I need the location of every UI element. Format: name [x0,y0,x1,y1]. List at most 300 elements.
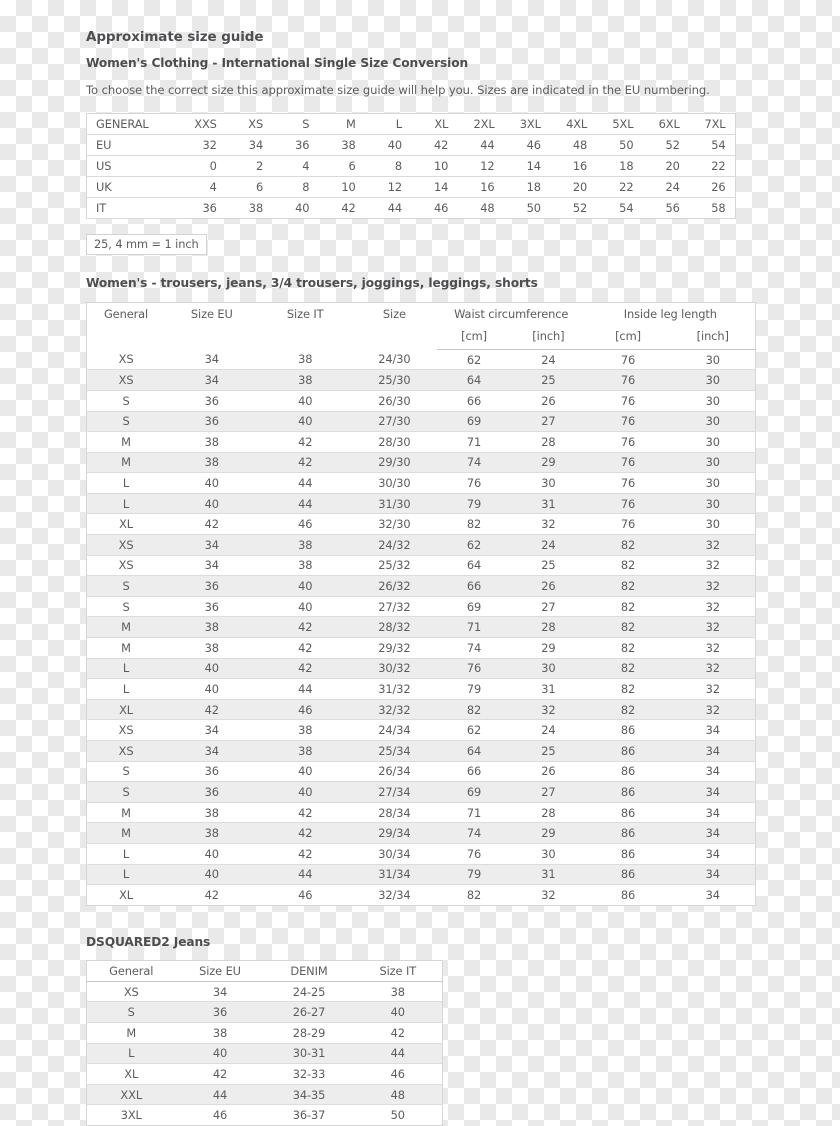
cell-waist-cm: 69 [437,411,511,432]
cell: 14 [504,155,550,176]
cell-waist-inch: 29 [511,452,585,473]
international-conversion-table [86,113,736,219]
cell-waist-inch: 24 [511,349,585,370]
cell-general: XL [87,514,166,535]
cell-size-it: 40 [259,576,352,597]
cell-general: S [87,782,166,803]
cell-size-eu: 38 [165,823,258,844]
cell-size-it: 42 [259,843,352,864]
cell-general: M [87,432,166,453]
cell-leg-cm: 86 [586,720,671,741]
cell-size: 24/30 [352,349,437,370]
cell-leg-cm: 76 [586,370,671,391]
conversion-col-m: M [318,113,364,134]
cell-leg-cm: 86 [586,782,671,803]
cell: 54 [689,134,735,155]
cell-size-it: 38 [259,741,352,762]
cell-size: 25/30 [352,370,437,391]
cell-waist-cm: 82 [437,699,511,720]
cell-leg-cm: 86 [586,761,671,782]
cell-size: 31/32 [352,679,437,700]
cell-general: S [87,576,166,597]
cell-size-it: 48 [354,1084,443,1105]
dsquared-col-size-it: Size IT [354,961,443,982]
table-row [87,535,756,556]
cell-leg-inch: 30 [670,432,755,453]
cell: 16 [457,176,503,197]
cell: 32 [180,134,226,155]
intro-paragraph: To choose the correct size this approximate size guide will help you. Sizes are indicated in the EU numbering. [86,83,710,98]
cell-size: 31/30 [352,493,437,514]
cell: 10 [318,176,364,197]
cell-leg-inch: 30 [670,349,755,370]
cell-leg-inch: 34 [670,741,755,762]
cell-waist-inch: 30 [511,843,585,864]
cell-size-eu: 34 [165,720,258,741]
cell-size-it: 40 [259,761,352,782]
cell-size-eu: 36 [165,596,258,617]
cell-leg-cm: 76 [586,514,671,535]
cell-waist-inch: 30 [511,473,585,494]
cell-size-it: 46 [259,699,352,720]
cell-denim: 36-37 [292,1108,326,1123]
cell: 18 [596,155,642,176]
col-general: General [103,306,149,321]
conversion-table-body [87,134,736,218]
cell: 48 [550,134,596,155]
cell-waist-inch: 30 [511,658,585,679]
cell-size-eu: 40 [165,473,258,494]
cell-waist-cm: 69 [437,782,511,803]
table-row [87,617,756,638]
cell: 8 [272,176,318,197]
cell-general: L [87,493,166,514]
cell-size: 27/30 [352,411,437,432]
trousers-table-head [87,302,756,349]
cell-leg-cm: 86 [620,887,636,902]
table-row [87,473,756,494]
table-row [87,802,756,823]
cell-size-it: 38 [259,555,352,576]
cell: 18 [504,176,550,197]
col-waist-circumference: Waist circumference [454,306,569,321]
table-row [87,823,756,844]
cell-general: M [87,1022,176,1043]
cell-size-eu: 36 [176,1002,265,1023]
cell-waist-inch: 29 [511,823,585,844]
cell-size-it: 44 [259,493,352,514]
cell-size-it: 44 [259,473,352,494]
cell-general: M [87,452,166,473]
cell: 14 [411,176,457,197]
table-row [87,370,756,391]
cell-size-it: 46 [354,1064,443,1085]
cell-waist-inch: 25 [511,555,585,576]
dsquared-table-head [87,961,443,982]
cell: 54 [619,200,634,215]
cell-leg-inch: 30 [670,493,755,514]
cell-size-it: 46 [298,887,313,902]
cell-size-it: 38 [259,535,352,556]
cell-size: 29/30 [352,452,437,473]
cell-size-it: 38 [259,720,352,741]
cell-size-eu: 42 [165,514,258,535]
cell-size-it: 42 [259,617,352,638]
conversion-col-xs: XS [226,113,272,134]
cell-leg-cm: 82 [586,617,671,638]
cell-size: 29/32 [352,638,437,659]
cell-general: XS [87,349,166,370]
dsquared-header-row [87,961,443,982]
cell-waist-cm: 79 [437,864,511,885]
cell-waist-cm: 74 [437,452,511,473]
table-row [87,176,736,197]
cell-size: 31/34 [352,864,437,885]
cell-waist-inch: 24 [511,535,585,556]
cell-leg-inch: 32 [670,535,755,556]
row-label-us: US [87,155,180,176]
cell: 50 [526,200,541,215]
table-row [87,864,756,885]
cell-general: L [87,843,166,864]
cell-leg-cm: 76 [586,452,671,473]
cell-general: XS [87,720,166,741]
cell-waist-inch: 31 [511,493,585,514]
cell-size: 27/32 [352,596,437,617]
cell-denim: 24-25 [265,981,354,1002]
cell-size-eu: 34 [165,555,258,576]
cell-leg-inch: 32 [670,617,755,638]
cell-leg-cm: 76 [586,473,671,494]
row-label-it: IT [87,197,180,218]
cell-size-it: 40 [354,1002,443,1023]
table-row [87,885,756,906]
cell-leg-cm: 82 [586,679,671,700]
cell-leg-cm: 82 [586,658,671,679]
cell-waist-inch: 31 [511,864,585,885]
cell: 38 [318,134,364,155]
cell-leg-cm: 86 [586,843,671,864]
cell-size-eu: 42 [204,887,219,902]
trousers-section-title: Women's - trousers, jeans, 3/4 trousers, joggings, leggings, shorts [86,276,538,291]
cell-size-eu: 40 [165,658,258,679]
cell-waist-cm: 74 [437,638,511,659]
cell: 44 [457,134,503,155]
cell-size-eu: 40 [165,679,258,700]
cell-waist-inch: 27 [511,596,585,617]
cell-size-eu: 40 [165,843,258,864]
cell-waist-inch: 28 [511,432,585,453]
cell-leg-cm: 86 [586,741,671,762]
cell-leg-inch: 34 [705,887,720,902]
cell: 16 [550,155,596,176]
cell-waist-inch: 26 [511,576,585,597]
cell-waist-cm: 76 [437,658,511,679]
cell-size-eu: 34 [165,349,258,370]
cell-leg-inch: 30 [670,370,755,391]
cell-size: 30/30 [352,473,437,494]
cell-size-it: 38 [259,370,352,391]
cell-waist-cm: 74 [437,823,511,844]
cell-size: 26/30 [352,390,437,411]
cell-leg-cm: 86 [586,864,671,885]
table-row [87,411,756,432]
cell-size: 25/32 [352,555,437,576]
cell: 4 [272,155,318,176]
cell-waist-cm: 69 [437,596,511,617]
cell-size-it: 40 [259,390,352,411]
cell: 52 [572,200,588,215]
trousers-size-table [86,302,756,906]
table-row [87,1084,443,1105]
cell-leg-cm: 86 [586,823,671,844]
cell-waist-inch: 25 [511,741,585,762]
cell: 38 [248,200,264,215]
col-leg-inch: [inch] [670,329,755,350]
cell-size-eu: 40 [165,493,258,514]
cell-size: 26/32 [352,576,437,597]
cell-leg-inch: 32 [670,576,755,597]
table-row [87,1022,443,1043]
cell-size-eu: 38 [165,432,258,453]
conversion-col-4xl: 4XL [550,113,596,134]
cell-waist-cm: 62 [437,349,511,370]
cell-size-it: 42 [259,802,352,823]
cell-waist-inch: 29 [511,638,585,659]
cell-size-it: 42 [259,432,352,453]
col-size: Size [382,306,406,321]
cell-denim: 30-31 [265,1043,354,1064]
cell-general: L [87,473,166,494]
cell: 22 [689,155,735,176]
cell-general: M [87,617,166,638]
cell-waist-inch: 32 [511,699,585,720]
cell-size: 24/32 [352,535,437,556]
cell-size-eu: 34 [176,981,265,1002]
cell-general: L [87,864,166,885]
size-guide-document [86,30,786,1126]
cell-general: XS [87,741,166,762]
cell: 6 [226,176,272,197]
trousers-header-group-row [87,302,756,329]
cell-size-eu: 42 [176,1064,265,1085]
dsquared-col-size-eu: Size EU [176,961,265,982]
cell-leg-inch: 30 [670,514,755,535]
cell-waist-cm: 66 [437,761,511,782]
cell: 24 [642,176,688,197]
cell-size: 27/34 [352,782,437,803]
cell-general: S [87,761,166,782]
cell-leg-inch: 34 [670,843,755,864]
table-row [87,741,756,762]
cell-leg-inch: 34 [670,823,755,844]
cell-general: XL [87,1064,176,1085]
cell: 48 [480,200,495,215]
cell-leg-cm: 82 [586,555,671,576]
table-row [87,699,756,720]
cell-waist-inch: 27 [511,782,585,803]
cell: 36 [272,134,318,155]
cell-leg-cm: 82 [586,576,671,597]
dsquared-section-title: DSQUARED2 Jeans [86,934,211,949]
cell-denim: 26-27 [265,1002,354,1023]
cell-size-it: 40 [259,596,352,617]
cell-waist-cm: 76 [437,473,511,494]
table-row [87,1002,443,1023]
cell-size-it: 50 [390,1108,405,1123]
cell-leg-inch: 32 [670,658,755,679]
cell-leg-inch: 34 [670,720,755,741]
cell-leg-cm: 76 [586,349,671,370]
cell-size: 32/30 [352,514,437,535]
cell-size: 28/32 [352,617,437,638]
conversion-col-xxs: XXS [180,113,226,134]
cell: 36 [202,200,217,215]
cell-waist-inch: 26 [511,390,585,411]
cell: 12 [365,176,411,197]
cell-size: 30/32 [352,658,437,679]
cell-leg-cm: 86 [586,802,671,823]
cell: 26 [689,176,735,197]
cell-general: XS [87,535,166,556]
table-row [87,1064,443,1085]
conversion-col-s: S [272,113,318,134]
table-row [87,761,756,782]
cell-size-eu: 36 [165,576,258,597]
cell-general: S [87,596,166,617]
conversion-col-6xl: 6XL [642,113,688,134]
cell-size-eu: 36 [165,761,258,782]
cell-size-it: 40 [259,411,352,432]
cell-waist-cm: 71 [437,432,511,453]
table-row [87,658,756,679]
trousers-table-body [87,349,756,905]
cell-leg-inch: 30 [670,390,755,411]
cell-size: 28/34 [352,802,437,823]
table-row [87,576,756,597]
cell-general: 3XL [120,1108,142,1123]
cell-size-it: 42 [259,658,352,679]
cell-size: 28/30 [352,432,437,453]
cell: 4 [180,176,226,197]
cell-leg-inch: 30 [670,452,755,473]
cell: 46 [504,134,550,155]
cell-size-it: 38 [259,349,352,370]
cell-waist-inch: 28 [511,802,585,823]
cell-leg-cm: 82 [586,596,671,617]
cell-waist-inch: 32 [511,514,585,535]
table-row [87,134,736,155]
col-size-eu: Size EU [190,306,233,321]
cell-leg-cm: 82 [586,699,671,720]
cell-general: XS [87,981,176,1002]
cell: 56 [665,200,680,215]
cell-leg-inch: 32 [670,596,755,617]
cell-size-it: 38 [354,981,443,1002]
cell-waist-cm: 76 [437,843,511,864]
cell-size-it: 44 [354,1043,443,1064]
table-row [87,638,756,659]
cell-leg-inch: 32 [670,699,755,720]
table-row [87,782,756,803]
cell-leg-inch: 32 [670,555,755,576]
page-title: Approximate size guide [86,29,264,45]
cell: 34 [226,134,272,155]
cell-size-it: 42 [259,452,352,473]
cell-size-it: 44 [259,679,352,700]
cell-general: L [87,679,166,700]
cell-waist-cm: 64 [437,555,511,576]
cell-size-eu: 38 [165,802,258,823]
table-row [87,390,756,411]
cell-size-eu: 36 [165,411,258,432]
col-waist-cm: [cm] [437,329,511,350]
conversion-section-title: Women's Clothing - International Single Size Conversion [86,55,469,70]
cell-size: 29/34 [352,823,437,844]
cell-waist-cm: 66 [437,390,511,411]
cell: 42 [411,134,457,155]
cell-size: 32/32 [352,699,437,720]
cell-general: S [87,1002,176,1023]
cell-size-eu: 46 [212,1108,228,1123]
cell-size-it: 44 [259,864,352,885]
table-row [87,452,756,473]
cell-leg-inch: 30 [670,411,755,432]
cell-size-eu: 44 [176,1084,265,1105]
cell: 0 [180,155,226,176]
conversion-col-5xl: 5XL [596,113,642,134]
cell: 52 [642,134,688,155]
table-row [87,1105,443,1126]
table-row [87,843,756,864]
table-row [87,432,756,453]
col-waist-inch: [inch] [511,329,585,350]
table-row [87,555,756,576]
cell: 8 [365,155,411,176]
conversion-col-xl: XL [411,113,457,134]
cell-leg-inch: 30 [670,473,755,494]
conversion-header-row [87,113,736,134]
inch-conversion-note: 25, 4 mm = 1 inch [86,234,207,256]
conversion-col-general: GENERAL [87,113,180,134]
conversion-col-l: L [365,113,411,134]
cell-size-eu: 34 [165,535,258,556]
cell-leg-inch: 32 [670,638,755,659]
cell-waist-cm: 82 [466,887,482,902]
cell-leg-cm: 76 [586,411,671,432]
cell-waist-inch: 26 [511,761,585,782]
cell: 50 [596,134,642,155]
cell-waist-cm: 79 [437,679,511,700]
cell-general: L [87,658,166,679]
cell-leg-inch: 34 [670,864,755,885]
cell: 46 [433,200,449,215]
table-row [87,679,756,700]
conversion-col-3xl: 3XL [504,113,550,134]
col-size-it: Size IT [286,306,324,321]
cell-waist-cm: 79 [437,493,511,514]
table-row [87,981,443,1002]
cell: 10 [411,155,457,176]
cell-size: 26/34 [352,761,437,782]
cell-waist-inch: 32 [541,887,556,902]
table-row [87,155,736,176]
table-row [87,596,756,617]
cell: 22 [596,176,642,197]
cell-leg-inch: 32 [670,679,755,700]
table-row [87,1043,443,1064]
cell: 58 [711,200,726,215]
